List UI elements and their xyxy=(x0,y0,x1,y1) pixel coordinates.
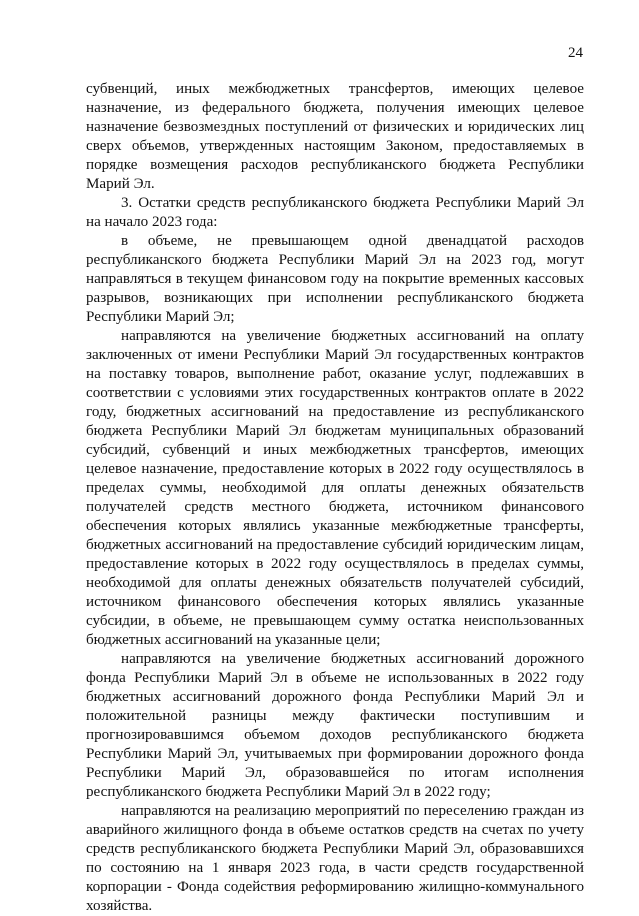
paragraph-item-3-heading: 3. Остатки средств республиканского бюджета Республики Марий Эл на начало 2023 года: xyxy=(86,195,584,230)
paragraph-resettlement: направляются на реализацию мероприятий по переселению граждан из аварийного жилищного фонда в объеме остатков средств на счетах по учету средств республиканского бюджета Республики Марий Эл, образовавшихся по состоянию на 1 января 2023 года, в части средств государственной корпорации - Фонда содействия реформированию жилищно-коммунального хозяйства. xyxy=(86,803,584,914)
paragraph-continuation: субвенций, иных межбюджетных трансфертов, имеющих целевое назначение, из федерального бюджета, получения имеющих целевое назначение безвозмездных поступлений от физических и юридических лиц сверх объемов, утвержденных настоящим Законом, предоставляемых в порядке возмещения расходов республиканского бюджета Республики Марий Эл. xyxy=(86,81,584,192)
page-number: 24 xyxy=(568,45,583,61)
document-body xyxy=(86,80,584,916)
paragraph-cash-gaps: в объеме, не превышающем одной двенадцатой расходов республиканского бюджета Республики Марий Эл на 2023 год, могут направляться в текущем финансовом году на покрытие временных кассовых разрывов, возникающих при исполнении республиканского бюджета Республики Марий Эл; xyxy=(86,233,584,325)
paragraph-road-fund: направляются на увеличение бюджетных ассигнований дорожного фонда Республики Марий Эл в объеме не использованных в 2022 году бюджетных ассигнований дорожного фонда Республики Марий Эл и положительной разницы между фактически поступившим и прогнозировавшимся объемом доходов республиканского бюджета Республики Марий Эл, учитываемых при формировании дорожного фонда Республики Марий Эл, образовавшейся по итогам исполнения республиканского бюджета Республики Марий Эл в 2022 году; xyxy=(86,651,584,800)
paragraph-state-contracts: направляются на увеличение бюджетных ассигнований на оплату заключенных от имени Республики Марий Эл государственных контрактов на поставку товаров, выполнение работ, оказание услуг, подлежавших в соответствии с условиями этих государственных контрактов оплате в 2022 году, бюджетных ассигнований на предоставление из республиканского бюджета Республики Марий Эл бюджетам муниципальных образований субсидий, субвенций и иных межбюджетных трансфертов, имеющих целевое назначение, предоставление которых в 2022 году осуществлялось в пределах суммы, необходимой для оплаты денежных обязательств получателей средств местного бюджета, источником финансового обеспечения которых являлись указанные межбюджетные трансферты, бюджетных ассигнований на предоставление субсидий юридическим лицам, предоставление которых в 2022 году осуществлялось в пределах суммы, необходимой для оплаты денежных обязательств получателей субсидий, источником финансового обеспечения которых являлись указанные субсидии, в объеме, не превышающем сумму остатка неиспользованных бюджетных ассигнований на указанные цели; xyxy=(86,328,584,648)
